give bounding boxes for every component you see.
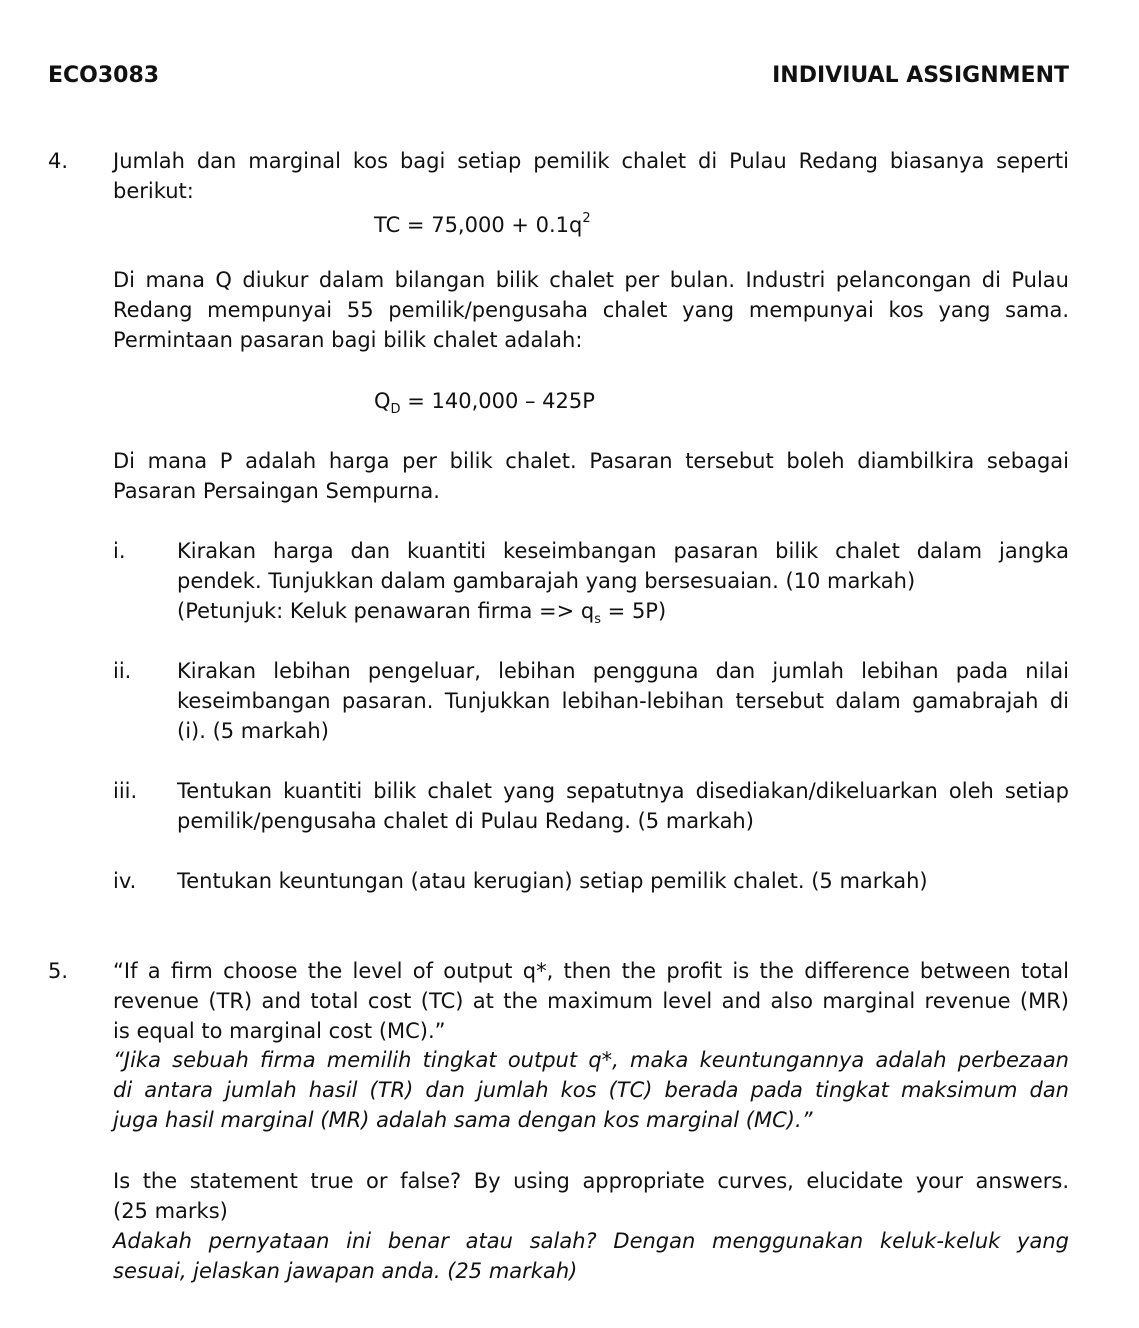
qd-equation bbox=[374, 386, 595, 425]
part-i-hint-sub: s bbox=[594, 612, 601, 628]
qd-equation-rest: = 140,000 – 425P bbox=[400, 389, 595, 413]
qd-equation-sub: D bbox=[390, 402, 401, 418]
tc-equation-base: TC = 75,000 + 0.1q bbox=[374, 213, 583, 237]
part-label: ii. bbox=[113, 659, 132, 683]
q4-intro-line-2: berikut: bbox=[113, 179, 194, 203]
q4-context-line-2: Redang mempunyai 55 pemilik/pengusaha chalet yang mempunyai kos yang sama. bbox=[113, 298, 1069, 322]
part-i-hint-pre: (Petunjuk: Keluk penawaran firma => q bbox=[177, 599, 595, 623]
q4-market-line-1: Di mana P adalah harga per bilik chalet. Pasaran tersebut boleh diambilkira sebagai bbox=[113, 449, 1069, 473]
part-iii-line-2: pemilik/pengusaha chalet di Pulau Redang. (5 markah) bbox=[177, 809, 754, 833]
part-ii-line-1: Kirakan lebihan pengeluar, lebihan pengguna dan jumlah lebihan pada nilai bbox=[177, 659, 1069, 683]
q5-en-line-2: revenue (TR) and total cost (TC) at the maximum level and also marginal revenue (MR) bbox=[113, 989, 1069, 1013]
question-number: 4. bbox=[48, 149, 69, 173]
q5-en-line-1: “If a firm choose the level of output q*, then the profit is the difference between total bbox=[113, 959, 1069, 983]
part-i-hint-post: = 5P) bbox=[601, 599, 667, 623]
part-i-line-2: pendek. Tunjukkan dalam gambarajah yang bersesuaian. (10 markah) bbox=[177, 569, 916, 593]
part-ii-line-2: keseimbangan pasaran. Tunjukkan lebihan-lebihan tersebut dalam gamabrajah di bbox=[177, 689, 1069, 713]
q4-context-line-3: Permintaan pasaran bagi bilik chalet adalah: bbox=[113, 328, 583, 352]
tc-equation-exponent: 2 bbox=[582, 211, 591, 226]
q5-ms-line-2: di antara jumlah hasil (TR) dan jumlah kos (TC) berada pada tingkat maksimum dan bbox=[113, 1078, 1069, 1102]
q4-intro-line-1: Jumlah dan marginal kos bagi setiap pemilik chalet di Pulau Redang biasanya seperti bbox=[113, 149, 1069, 173]
q5-ask-en-line-2: (25 marks) bbox=[113, 1199, 228, 1223]
part-label: iv. bbox=[113, 869, 137, 893]
part-iii-line-1: Tentukan kuantiti bilik chalet yang sepatutnya disediakan/dikeluarkan oleh setiap bbox=[177, 779, 1069, 803]
course-code: ECO3083 bbox=[48, 63, 160, 88]
q4-context-line-1: Di mana Q diukur dalam bilangan bilik chalet per bulan. Industri pelancongan di Pulau bbox=[113, 268, 1069, 292]
part-i-hint bbox=[177, 596, 666, 635]
part-iv-line-1: Tentukan keuntungan (atau kerugian) setiap pemilik chalet. (5 markah) bbox=[177, 869, 928, 893]
qd-equation-q: Q bbox=[374, 389, 391, 413]
q5-ask-ms-line-1: Adakah pernyataan ini benar atau salah? Dengan menggunakan keluk-keluk yang bbox=[113, 1229, 1069, 1253]
question-number: 5. bbox=[48, 959, 69, 983]
q5-en-line-3: is equal to marginal cost (MC).” bbox=[113, 1019, 446, 1043]
page-header bbox=[48, 63, 1069, 93]
q5-ms-line-3: juga hasil marginal (MR) adalah sama dengan kos marginal (MC).” bbox=[113, 1108, 813, 1132]
q5-ms-line-1: “Jika sebuah firma memilih tingkat output q*, maka keuntungannya adalah perbezaan bbox=[113, 1048, 1069, 1072]
part-i-line-1: Kirakan harga dan kuantiti keseimbangan pasaran bilik chalet dalam jangka bbox=[177, 539, 1069, 563]
part-label: i. bbox=[113, 539, 126, 563]
part-ii-line-3: (i). (5 markah) bbox=[177, 719, 329, 743]
tc-equation bbox=[374, 206, 591, 240]
q5-ask-en-line-1: Is the statement true or false? By using appropriate curves, elucidate your answers. bbox=[113, 1169, 1069, 1193]
q5-ask-ms-line-2: sesuai, jelaskan jawapan anda. (25 markah) bbox=[113, 1259, 578, 1283]
q4-market-line-2: Pasaran Persaingan Sempurna. bbox=[113, 479, 440, 503]
assignment-title: INDIVIUAL ASSIGNMENT bbox=[772, 63, 1069, 88]
part-label: iii. bbox=[113, 779, 138, 803]
